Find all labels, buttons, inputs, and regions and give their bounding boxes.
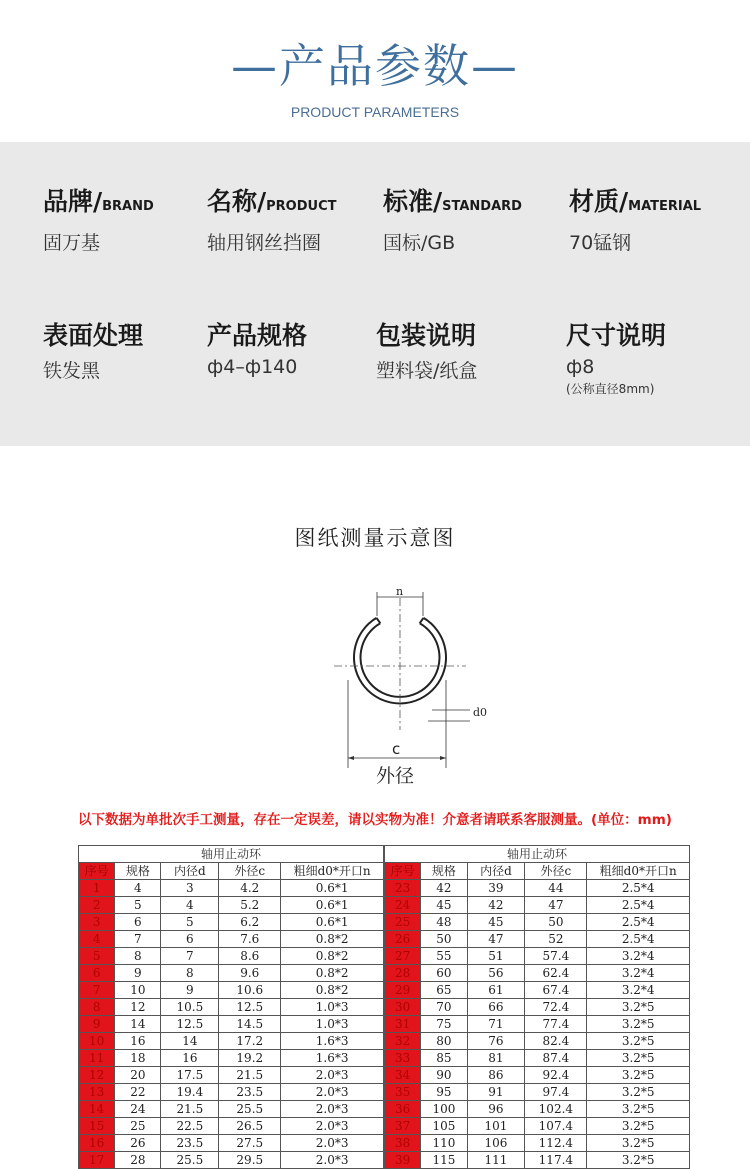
param-surface bbox=[43, 316, 143, 383]
table-row bbox=[79, 914, 384, 931]
params-panel bbox=[0, 142, 750, 446]
table-cell: 5 bbox=[161, 914, 219, 931]
table-cell: 19.4 bbox=[161, 1084, 219, 1101]
table-cell: 6 bbox=[115, 914, 161, 931]
table-row bbox=[385, 931, 690, 948]
table-cell: 110 bbox=[421, 1135, 467, 1152]
col-header: 粗细d0*开口n bbox=[281, 863, 384, 880]
param-packing-value: 塑料袋/纸盒 bbox=[376, 360, 478, 382]
table-row bbox=[79, 1016, 384, 1033]
table-cell: 60 bbox=[421, 965, 467, 982]
table-cell: 25.5 bbox=[161, 1152, 219, 1169]
param-spec-key: 产品规格 bbox=[207, 321, 308, 350]
row-index-cell: 35 bbox=[385, 1084, 421, 1101]
table-row bbox=[79, 982, 384, 999]
row-index-cell: 27 bbox=[385, 948, 421, 965]
row-index-cell: 12 bbox=[79, 1067, 115, 1084]
row-index-cell: 11 bbox=[79, 1050, 115, 1067]
table-cell: 48 bbox=[421, 914, 467, 931]
table-row bbox=[385, 897, 690, 914]
table-row bbox=[79, 965, 384, 982]
table-cell: 66 bbox=[467, 999, 525, 1016]
table-row bbox=[79, 1050, 384, 1067]
table-cell: 81 bbox=[467, 1050, 525, 1067]
param-spec bbox=[207, 316, 307, 378]
table-cell: 2.0*3 bbox=[281, 1118, 384, 1135]
table-cell: 14.5 bbox=[219, 1016, 281, 1033]
table-cell: 2.5*4 bbox=[587, 931, 690, 948]
table-row bbox=[385, 1050, 690, 1067]
table-cell: 65 bbox=[421, 982, 467, 999]
table-cell: 2.5*4 bbox=[587, 897, 690, 914]
table-cell: 2.0*3 bbox=[281, 1084, 384, 1101]
label-d0: d0 bbox=[473, 706, 488, 719]
row-index-cell: 5 bbox=[79, 948, 115, 965]
param-material-value: 70锰钢 bbox=[569, 232, 632, 254]
label-c: c bbox=[392, 740, 401, 758]
row-index-cell: 33 bbox=[385, 1050, 421, 1067]
size-tables bbox=[78, 845, 690, 1167]
row-index-cell: 25 bbox=[385, 914, 421, 931]
table-header-row bbox=[79, 863, 384, 880]
table-cell: 3.2*5 bbox=[587, 1135, 690, 1152]
row-index-cell: 29 bbox=[385, 982, 421, 999]
table-cell: 9 bbox=[115, 965, 161, 982]
table-caption: 轴用止动环 bbox=[385, 846, 690, 863]
table-cell: 1.6*3 bbox=[281, 1033, 384, 1050]
table-cell: 26.5 bbox=[219, 1118, 281, 1135]
table-cell: 25 bbox=[115, 1118, 161, 1135]
table-cell: 56 bbox=[467, 965, 525, 982]
table-cell: 27.5 bbox=[219, 1135, 281, 1152]
table-cell: 71 bbox=[467, 1016, 525, 1033]
table-cell: 92.4 bbox=[525, 1067, 587, 1084]
table-row bbox=[385, 982, 690, 999]
row-index-cell: 37 bbox=[385, 1118, 421, 1135]
param-size bbox=[566, 316, 666, 397]
table-cell: 3.2*4 bbox=[587, 948, 690, 965]
table-cell: 111 bbox=[467, 1152, 525, 1169]
table-row bbox=[385, 1084, 690, 1101]
table-cell: 90 bbox=[421, 1067, 467, 1084]
table-row bbox=[385, 880, 690, 897]
table-cell: 10.5 bbox=[161, 999, 219, 1016]
row-index-cell: 30 bbox=[385, 999, 421, 1016]
table-cell: 3.2*5 bbox=[587, 1067, 690, 1084]
table-cell: 97.4 bbox=[525, 1084, 587, 1101]
table-cell: 3.2*4 bbox=[587, 982, 690, 999]
table-row bbox=[385, 1101, 690, 1118]
table-cell: 8.6 bbox=[219, 948, 281, 965]
param-material-key-en: MATERIAL bbox=[628, 199, 702, 214]
table-cell: 96 bbox=[467, 1101, 525, 1118]
table-cell: 9 bbox=[161, 982, 219, 999]
table-row bbox=[385, 1118, 690, 1135]
label-outer: 外径 bbox=[376, 765, 415, 787]
table-cell: 2.0*3 bbox=[281, 1101, 384, 1118]
row-index-cell: 16 bbox=[79, 1135, 115, 1152]
col-header: 规格 bbox=[115, 863, 161, 880]
table-cell: 39 bbox=[467, 880, 525, 897]
table-cell: 3.2*5 bbox=[587, 1016, 690, 1033]
label-n: n bbox=[396, 585, 404, 598]
table-cell: 102.4 bbox=[525, 1101, 587, 1118]
row-index-cell: 6 bbox=[79, 965, 115, 982]
table-cell: 10 bbox=[115, 982, 161, 999]
table-cell: 107.4 bbox=[525, 1118, 587, 1135]
diagram-title: 图纸测量示意图 bbox=[294, 526, 456, 550]
table-row bbox=[385, 1135, 690, 1152]
table-cell: 3.2*5 bbox=[587, 1050, 690, 1067]
table-cell: 0.8*2 bbox=[281, 948, 384, 965]
table-row bbox=[79, 1033, 384, 1050]
table-cell: 0.8*2 bbox=[281, 982, 384, 999]
param-name-value: 轴用钢丝挡圈 bbox=[207, 232, 322, 254]
param-brand-key: 品牌/ bbox=[43, 187, 103, 216]
table-cell: 106 bbox=[467, 1135, 525, 1152]
table-cell: 12 bbox=[115, 999, 161, 1016]
table-cell: 61 bbox=[467, 982, 525, 999]
table-cell: 12.5 bbox=[161, 1016, 219, 1033]
table-cell: 77.4 bbox=[525, 1016, 587, 1033]
table-cell: 101 bbox=[467, 1118, 525, 1135]
table-cell: 5.2 bbox=[219, 897, 281, 914]
size-table-left bbox=[78, 845, 384, 1169]
table-row bbox=[385, 999, 690, 1016]
table-cell: 16 bbox=[161, 1050, 219, 1067]
param-spec-value: ф4–ф140 bbox=[207, 356, 298, 378]
table-row bbox=[79, 931, 384, 948]
table-cell: 4 bbox=[161, 897, 219, 914]
row-index-cell: 3 bbox=[79, 914, 115, 931]
row-index-cell: 8 bbox=[79, 999, 115, 1016]
table-row bbox=[385, 1016, 690, 1033]
table-cell: 115 bbox=[421, 1152, 467, 1169]
table-cell: 52 bbox=[525, 931, 587, 948]
table-cell: 2.0*3 bbox=[281, 1152, 384, 1169]
col-header: 外径c bbox=[219, 863, 281, 880]
table-cell: 21.5 bbox=[219, 1067, 281, 1084]
table-cell: 28 bbox=[115, 1152, 161, 1169]
table-header-row bbox=[385, 863, 690, 880]
param-size-note: (公称直径8mm) bbox=[566, 382, 655, 396]
table-cell: 91 bbox=[467, 1084, 525, 1101]
row-index-cell: 23 bbox=[385, 880, 421, 897]
table-cell: 17.5 bbox=[161, 1067, 219, 1084]
table-cell: 82.4 bbox=[525, 1033, 587, 1050]
row-index-cell: 24 bbox=[385, 897, 421, 914]
table-cell: 29.5 bbox=[219, 1152, 281, 1169]
table-cell: 12.5 bbox=[219, 999, 281, 1016]
table-cell: 67.4 bbox=[525, 982, 587, 999]
row-index-cell: 36 bbox=[385, 1101, 421, 1118]
table-row bbox=[79, 880, 384, 897]
param-name-key: 名称/ bbox=[207, 187, 267, 216]
table-cell: 62.4 bbox=[525, 965, 587, 982]
row-index-cell: 15 bbox=[79, 1118, 115, 1135]
table-cell: 0.8*2 bbox=[281, 965, 384, 982]
table-row bbox=[385, 948, 690, 965]
table-cell: 4 bbox=[115, 880, 161, 897]
table-row bbox=[385, 1152, 690, 1169]
param-standard-key-en: STANDARD bbox=[442, 199, 522, 214]
param-surface-key: 表面处理 bbox=[43, 321, 144, 350]
page-subtitle: PRODUCT PARAMETERS bbox=[290, 104, 460, 120]
ring-diagram bbox=[320, 580, 488, 790]
table-cell: 7.6 bbox=[219, 931, 281, 948]
col-header: 规格 bbox=[421, 863, 467, 880]
table-row bbox=[79, 1067, 384, 1084]
param-brand-key-en: BRAND bbox=[102, 199, 154, 214]
table-cell: 1.0*3 bbox=[281, 999, 384, 1016]
param-brand bbox=[43, 182, 154, 255]
param-name bbox=[207, 182, 337, 255]
table-cell: 44 bbox=[525, 880, 587, 897]
param-packing bbox=[376, 316, 477, 383]
table-cell: 24 bbox=[115, 1101, 161, 1118]
table-cell: 86 bbox=[467, 1067, 525, 1084]
row-index-cell: 31 bbox=[385, 1016, 421, 1033]
row-index-cell: 39 bbox=[385, 1152, 421, 1169]
table-cell: 17.2 bbox=[219, 1033, 281, 1050]
row-index-cell: 34 bbox=[385, 1067, 421, 1084]
table-cell: 47 bbox=[525, 897, 587, 914]
table-row bbox=[79, 1152, 384, 1169]
table-cell: 7 bbox=[161, 948, 219, 965]
table-cell: 57.4 bbox=[525, 948, 587, 965]
table-cell: 72.4 bbox=[525, 999, 587, 1016]
table-cell: 95 bbox=[421, 1084, 467, 1101]
table-row bbox=[79, 1084, 384, 1101]
table-cell: 0.6*1 bbox=[281, 880, 384, 897]
table-cell: 1.6*3 bbox=[281, 1050, 384, 1067]
param-size-value: ф8 bbox=[566, 356, 595, 378]
table-row bbox=[79, 999, 384, 1016]
table-cell: 6.2 bbox=[219, 914, 281, 931]
table-cell: 76 bbox=[467, 1033, 525, 1050]
row-index-cell: 7 bbox=[79, 982, 115, 999]
table-cell: 70 bbox=[421, 999, 467, 1016]
param-material-key: 材质/ bbox=[569, 187, 629, 216]
row-index-cell: 38 bbox=[385, 1135, 421, 1152]
table-cell: 3.2*5 bbox=[587, 999, 690, 1016]
col-header: 外径c bbox=[525, 863, 587, 880]
table-cell: 42 bbox=[421, 880, 467, 897]
table-cell: 8 bbox=[115, 948, 161, 965]
table-cell: 0.6*1 bbox=[281, 897, 384, 914]
row-index-cell: 1 bbox=[79, 880, 115, 897]
col-header: 序号 bbox=[385, 863, 421, 880]
table-cell: 1.0*3 bbox=[281, 1016, 384, 1033]
page-title: —产品参数— bbox=[231, 39, 519, 93]
table-row bbox=[79, 948, 384, 965]
table-row bbox=[79, 1118, 384, 1135]
table-cell: 2.0*3 bbox=[281, 1135, 384, 1152]
table-cell: 0.6*1 bbox=[281, 914, 384, 931]
table-cell: 4.2 bbox=[219, 880, 281, 897]
table-cell: 3.2*5 bbox=[587, 1118, 690, 1135]
col-header: 内径d bbox=[161, 863, 219, 880]
table-cell: 3.2*5 bbox=[587, 1152, 690, 1169]
table-cell: 23.5 bbox=[219, 1084, 281, 1101]
table-cell: 2.5*4 bbox=[587, 914, 690, 931]
param-standard bbox=[383, 182, 522, 255]
table-cell: 9.6 bbox=[219, 965, 281, 982]
table-cell: 2.5*4 bbox=[587, 880, 690, 897]
table-row bbox=[385, 914, 690, 931]
table-cell: 51 bbox=[467, 948, 525, 965]
row-index-cell: 13 bbox=[79, 1084, 115, 1101]
row-index-cell: 28 bbox=[385, 965, 421, 982]
table-cell: 45 bbox=[467, 914, 525, 931]
col-header: 内径d bbox=[467, 863, 525, 880]
table-cell: 22.5 bbox=[161, 1118, 219, 1135]
table-cell: 117.4 bbox=[525, 1152, 587, 1169]
row-index-cell: 4 bbox=[79, 931, 115, 948]
table-cell: 3.2*4 bbox=[587, 965, 690, 982]
row-index-cell: 10 bbox=[79, 1033, 115, 1050]
table-cell: 2.0*3 bbox=[281, 1067, 384, 1084]
size-table-right bbox=[384, 845, 690, 1169]
param-standard-value: 国标/GB bbox=[383, 232, 456, 254]
table-cell: 14 bbox=[161, 1033, 219, 1050]
row-index-cell: 2 bbox=[79, 897, 115, 914]
measurement-warning: 以下数据为单批次手工测量，存在一定误差，请以实物为准！介意者请联系客服测量。(单位：mm) bbox=[78, 812, 672, 828]
table-cell: 25.5 bbox=[219, 1101, 281, 1118]
table-cell: 6 bbox=[161, 931, 219, 948]
table-cell: 50 bbox=[525, 914, 587, 931]
table-cell: 20 bbox=[115, 1067, 161, 1084]
row-index-cell: 32 bbox=[385, 1033, 421, 1050]
table-cell: 105 bbox=[421, 1118, 467, 1135]
table-cell: 42 bbox=[467, 897, 525, 914]
table-cell: 19.2 bbox=[219, 1050, 281, 1067]
page-header bbox=[0, 0, 750, 142]
col-header: 序号 bbox=[79, 863, 115, 880]
table-cell: 45 bbox=[421, 897, 467, 914]
table-cell: 16 bbox=[115, 1033, 161, 1050]
table-cell: 3.2*5 bbox=[587, 1101, 690, 1118]
param-standard-key: 标准/ bbox=[383, 187, 443, 216]
param-packing-key: 包装说明 bbox=[376, 321, 477, 350]
table-cell: 100 bbox=[421, 1101, 467, 1118]
param-size-key: 尺寸说明 bbox=[566, 321, 667, 350]
table-caption: 轴用止动环 bbox=[79, 846, 384, 863]
table-row bbox=[385, 965, 690, 982]
table-cell: 18 bbox=[115, 1050, 161, 1067]
param-material bbox=[569, 182, 701, 255]
table-cell: 8 bbox=[161, 965, 219, 982]
table-cell: 55 bbox=[421, 948, 467, 965]
table-cell: 7 bbox=[115, 931, 161, 948]
table-cell: 14 bbox=[115, 1016, 161, 1033]
table-row bbox=[79, 1101, 384, 1118]
table-row bbox=[385, 1033, 690, 1050]
row-index-cell: 14 bbox=[79, 1101, 115, 1118]
table-row bbox=[79, 897, 384, 914]
row-index-cell: 17 bbox=[79, 1152, 115, 1169]
row-index-cell: 9 bbox=[79, 1016, 115, 1033]
table-cell: 75 bbox=[421, 1016, 467, 1033]
table-cell: 23.5 bbox=[161, 1135, 219, 1152]
table-cell: 5 bbox=[115, 897, 161, 914]
table-cell: 87.4 bbox=[525, 1050, 587, 1067]
table-row bbox=[79, 1135, 384, 1152]
table-cell: 26 bbox=[115, 1135, 161, 1152]
param-surface-value: 铁发黑 bbox=[43, 360, 101, 382]
table-cell: 3.2*5 bbox=[587, 1084, 690, 1101]
table-cell: 10.6 bbox=[219, 982, 281, 999]
table-cell: 50 bbox=[421, 931, 467, 948]
table-cell: 112.4 bbox=[525, 1135, 587, 1152]
table-cell: 3 bbox=[161, 880, 219, 897]
col-header: 粗细d0*开口n bbox=[587, 863, 690, 880]
table-cell: 0.8*2 bbox=[281, 931, 384, 948]
table-cell: 85 bbox=[421, 1050, 467, 1067]
table-cell: 22 bbox=[115, 1084, 161, 1101]
table-cell: 3.2*5 bbox=[587, 1033, 690, 1050]
param-brand-value: 固万基 bbox=[43, 232, 101, 254]
table-cell: 80 bbox=[421, 1033, 467, 1050]
table-cell: 21.5 bbox=[161, 1101, 219, 1118]
param-name-key-en: PRODUCT bbox=[266, 199, 337, 214]
row-index-cell: 26 bbox=[385, 931, 421, 948]
table-cell: 47 bbox=[467, 931, 525, 948]
table-row bbox=[385, 1067, 690, 1084]
